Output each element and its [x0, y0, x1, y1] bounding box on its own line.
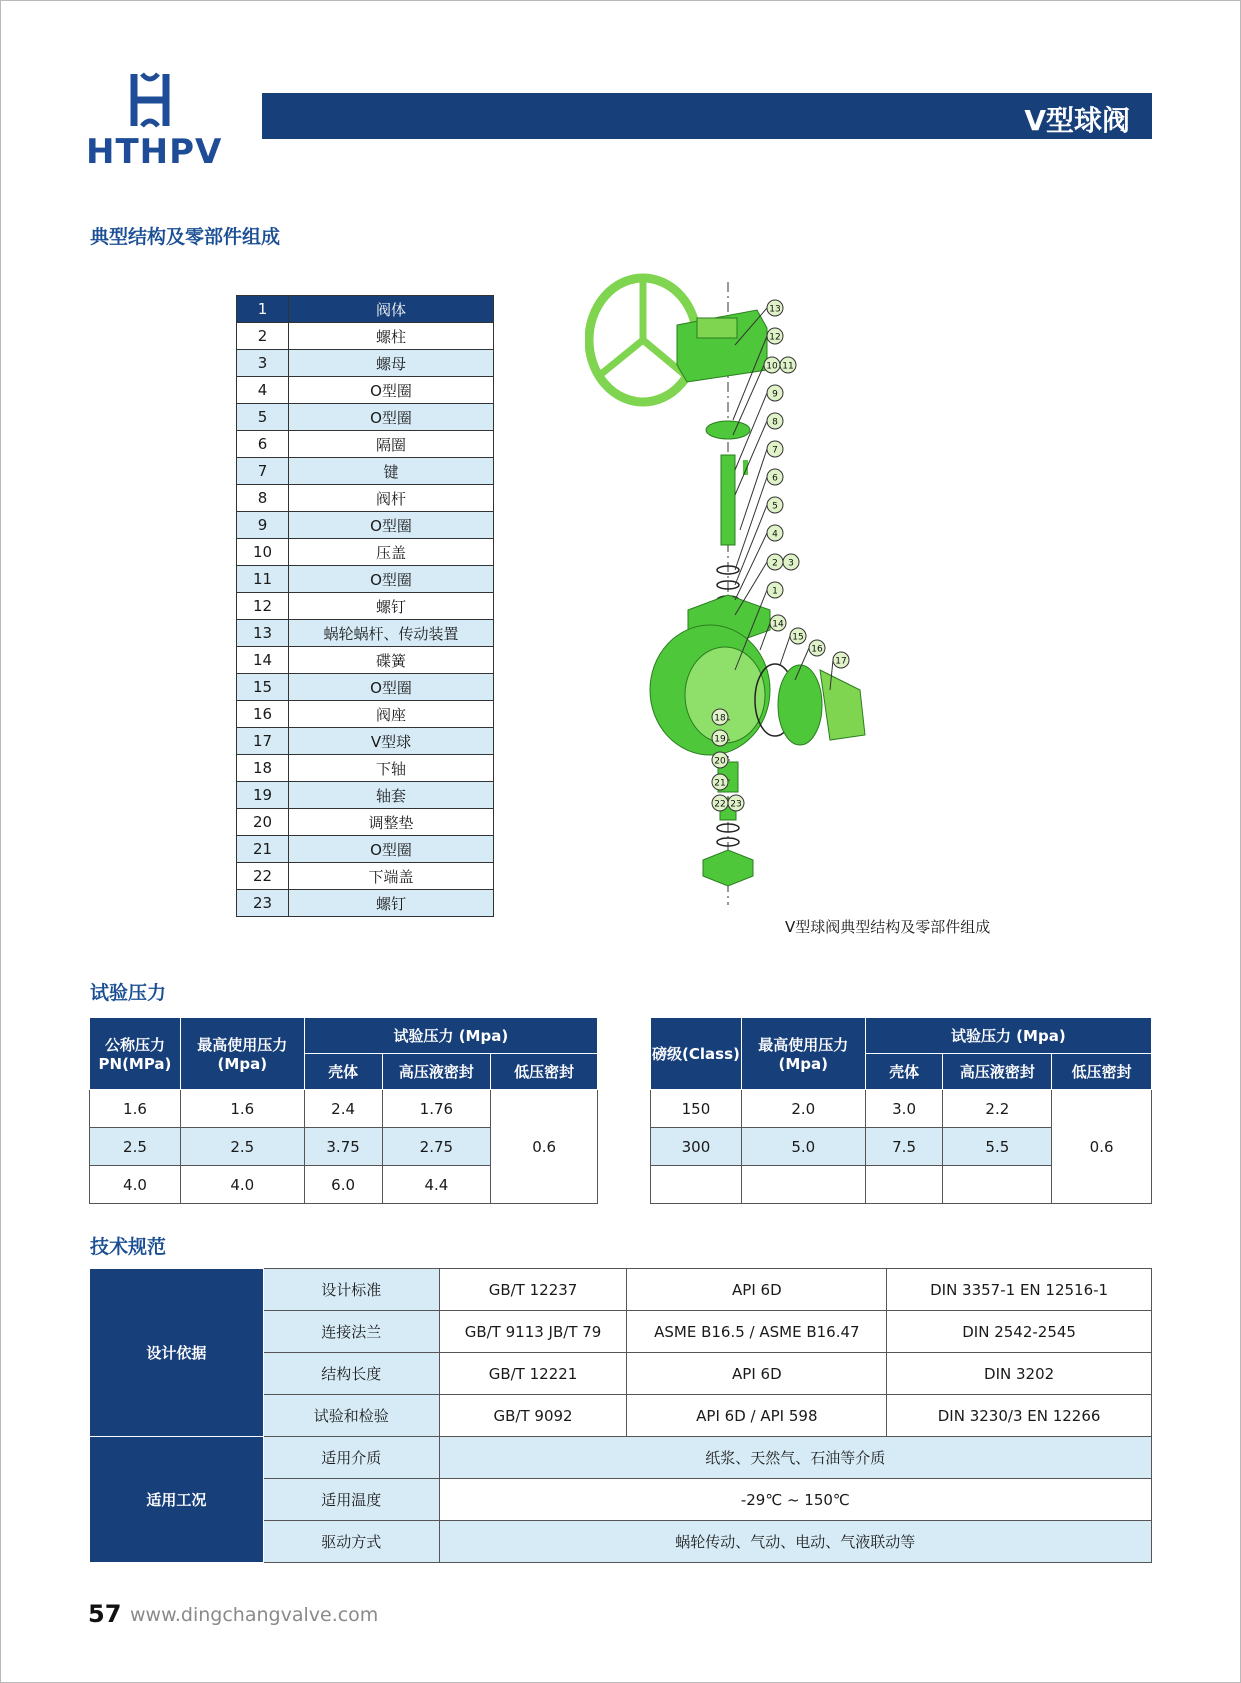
part-name: 碟簧	[289, 647, 494, 674]
parts-row	[237, 620, 494, 647]
spec-value: GB/T 12237	[439, 1269, 627, 1311]
page-title: V型球阀	[1024, 104, 1130, 137]
parts-row	[237, 485, 494, 512]
spec-label: 结构长度	[263, 1353, 439, 1395]
part-name: 螺母	[289, 350, 494, 377]
spec-label: 适用介质	[263, 1437, 439, 1479]
table-cell: 1.6	[180, 1090, 304, 1128]
class-sub-low: 低压密封	[1052, 1054, 1152, 1090]
parts-row	[237, 512, 494, 539]
callout-label: 13	[769, 304, 781, 315]
part-name: 隔圈	[289, 431, 494, 458]
part-name: 阀杆	[289, 485, 494, 512]
spec-value: -29℃ ~ 150℃	[439, 1479, 1151, 1521]
class-sub-shell: 壳体	[865, 1054, 943, 1090]
table-cell: 3.0	[865, 1090, 943, 1128]
parts-row	[237, 782, 494, 809]
callout-label: 11	[782, 361, 794, 372]
parts-row	[237, 809, 494, 836]
parts-row	[237, 701, 494, 728]
spec-group-design: 设计依据	[90, 1269, 264, 1437]
callout-leader-line	[733, 365, 764, 435]
callout-leader-line	[735, 477, 767, 570]
spec-group-conditions: 适用工况	[90, 1437, 264, 1563]
parts-row	[237, 458, 494, 485]
callout-label: 7	[772, 445, 778, 456]
logo-text: HTHPV	[86, 132, 223, 172]
spec-label: 驱动方式	[263, 1521, 439, 1563]
parts-row	[237, 377, 494, 404]
table-cell: 2.2	[943, 1090, 1052, 1128]
part-name: O型圈	[289, 377, 494, 404]
part-name: V型球	[289, 728, 494, 755]
part-number: 23	[237, 890, 289, 917]
callout-leader-line	[735, 505, 767, 585]
pressure-table-class	[650, 1017, 1152, 1204]
part-number: 1	[237, 296, 289, 323]
company-logo	[86, 70, 236, 172]
spec-value: DIN 2542-2545	[887, 1311, 1152, 1353]
table-cell: 4.0	[180, 1166, 304, 1204]
part-number: 20	[237, 809, 289, 836]
table-cell: 4.0	[90, 1166, 181, 1204]
callout-label: 5	[772, 501, 778, 512]
spec-label: 适用温度	[263, 1479, 439, 1521]
part-name: 螺钉	[289, 593, 494, 620]
spec-value: DIN 3202	[887, 1353, 1152, 1395]
table-cell: 2.5	[180, 1128, 304, 1166]
parts-row	[237, 755, 494, 782]
part-name: 轴套	[289, 782, 494, 809]
table-cell: 300	[651, 1128, 742, 1166]
pn-header-test: 试验压力 (Mpa)	[304, 1018, 597, 1054]
callout-label: 6	[772, 473, 778, 484]
callout-leader-line	[735, 533, 767, 600]
table-cell: 2.5	[90, 1128, 181, 1166]
pn-low-seal-value: 0.6	[491, 1090, 598, 1204]
part-number: 19	[237, 782, 289, 809]
part-name: O型圈	[289, 836, 494, 863]
logo-mark-icon	[124, 70, 176, 130]
parts-row	[237, 296, 494, 323]
spec-label: 设计标准	[263, 1269, 439, 1311]
table-cell: 3.75	[304, 1128, 382, 1166]
table-cell: 2.75	[382, 1128, 491, 1166]
part-number: 13	[237, 620, 289, 647]
part-name: 螺柱	[289, 323, 494, 350]
part-name: O型圈	[289, 566, 494, 593]
valve-exploded-diagram	[585, 270, 915, 910]
callout-label: 23	[730, 799, 742, 810]
part-number: 15	[237, 674, 289, 701]
spec-value: API 6D / API 598	[627, 1395, 887, 1437]
pn-header-max: 最高使用压力(Mpa)	[180, 1018, 304, 1090]
parts-row	[237, 647, 494, 674]
part-number: 4	[237, 377, 289, 404]
callout-label: 2	[772, 558, 778, 569]
spec-value: 纸浆、天然气、石油等介质	[439, 1437, 1151, 1479]
callout-label: 16	[811, 644, 823, 655]
page-number: 57	[88, 1600, 122, 1628]
spec-value: DIN 3357-1 EN 12516-1	[887, 1269, 1152, 1311]
parts-row	[237, 566, 494, 593]
part-number: 7	[237, 458, 289, 485]
parts-table	[236, 295, 494, 917]
table-cell: 6.0	[304, 1166, 382, 1204]
part-name: O型圈	[289, 404, 494, 431]
spec-value: DIN 3230/3 EN 12266	[887, 1395, 1152, 1437]
callout-label: 8	[772, 417, 778, 428]
callout-label: 10	[766, 361, 778, 372]
part-number: 17	[237, 728, 289, 755]
table-cell: 2.0	[741, 1090, 865, 1128]
spec-value: API 6D	[627, 1269, 887, 1311]
table-cell	[651, 1166, 742, 1204]
part-name: O型圈	[289, 512, 494, 539]
part-number: 3	[237, 350, 289, 377]
table-cell: 5.0	[741, 1128, 865, 1166]
table-cell: 4.4	[382, 1166, 491, 1204]
table-cell	[943, 1166, 1052, 1204]
parts-row	[237, 674, 494, 701]
part-name: 下端盖	[289, 863, 494, 890]
spec-table	[89, 1268, 1152, 1563]
title-bar	[262, 93, 1152, 139]
pn-header-nominal: 公称压力PN(MPa)	[90, 1018, 181, 1090]
spec-value: GB/T 9113 JB/T 79	[439, 1311, 627, 1353]
pn-sub-shell: 壳体	[304, 1054, 382, 1090]
part-name: 蜗轮蜗杆、传动装置	[289, 620, 494, 647]
callout-label: 21	[714, 778, 726, 789]
part-name: 阀体	[289, 296, 494, 323]
part-number: 9	[237, 512, 289, 539]
part-name: 阀座	[289, 701, 494, 728]
parts-row	[237, 404, 494, 431]
spec-label: 试验和检验	[263, 1395, 439, 1437]
part-name: 键	[289, 458, 494, 485]
part-number: 5	[237, 404, 289, 431]
parts-row	[237, 431, 494, 458]
parts-row	[237, 890, 494, 917]
part-name: 下轴	[289, 755, 494, 782]
callout-label: 15	[792, 632, 804, 643]
part-name: 螺钉	[289, 890, 494, 917]
callout-label: 1	[772, 586, 778, 597]
parts-row	[237, 350, 494, 377]
pressure-table-pn	[89, 1017, 598, 1204]
parts-row	[237, 593, 494, 620]
part-number: 6	[237, 431, 289, 458]
spec-value: ASME B16.5 / ASME B16.47	[627, 1311, 887, 1353]
pn-sub-low: 低压密封	[491, 1054, 598, 1090]
callout-label: 19	[714, 734, 726, 745]
table-cell	[741, 1166, 865, 1204]
callout-leader-line	[780, 636, 790, 665]
diagram-caption: V型球阀典型结构及零部件组成	[785, 918, 991, 936]
spec-label: 连接法兰	[263, 1311, 439, 1353]
parts-row	[237, 836, 494, 863]
part-number: 10	[237, 539, 289, 566]
part-number: 14	[237, 647, 289, 674]
part-number: 2	[237, 323, 289, 350]
callout-label: 22	[714, 799, 726, 810]
class-low-seal-value: 0.6	[1052, 1090, 1152, 1204]
part-number: 16	[237, 701, 289, 728]
table-cell: 5.5	[943, 1128, 1052, 1166]
callout-label: 12	[769, 332, 781, 343]
parts-row	[237, 323, 494, 350]
callout-label: 17	[835, 656, 847, 667]
pn-sub-high: 高压液密封	[382, 1054, 491, 1090]
parts-row	[237, 728, 494, 755]
parts-row	[237, 539, 494, 566]
section-title-structure: 典型结构及零部件组成	[90, 226, 281, 248]
part-name: 调整垫	[289, 809, 494, 836]
callout-label: 20	[714, 756, 726, 767]
section-title-pressure: 试验压力	[90, 982, 167, 1004]
callout-label: 9	[772, 389, 778, 400]
table-cell: 7.5	[865, 1128, 943, 1166]
part-number: 18	[237, 755, 289, 782]
table-cell: 2.4	[304, 1090, 382, 1128]
class-header-test: 试验压力 (Mpa)	[865, 1018, 1151, 1054]
spec-value: 蜗轮传动、气动、电动、气液联动等	[439, 1521, 1151, 1563]
callout-label: 14	[772, 619, 784, 630]
part-number: 8	[237, 485, 289, 512]
spec-value: GB/T 12221	[439, 1353, 627, 1395]
section-title-spec: 技术规范	[90, 1236, 167, 1258]
table-cell: 150	[651, 1090, 742, 1128]
callout-label: 3	[788, 558, 794, 569]
spec-value: API 6D	[627, 1353, 887, 1395]
part-number: 12	[237, 593, 289, 620]
website-link[interactable]: www.dingchangvalve.com	[130, 1604, 379, 1626]
parts-row	[237, 863, 494, 890]
table-cell: 1.6	[90, 1090, 181, 1128]
class-sub-high: 高压液密封	[943, 1054, 1052, 1090]
table-cell: 1.76	[382, 1090, 491, 1128]
part-number: 11	[237, 566, 289, 593]
part-name: O型圈	[289, 674, 494, 701]
class-header-class: 磅级(Class)	[651, 1018, 742, 1090]
spec-value: GB/T 9092	[439, 1395, 627, 1437]
part-number: 21	[237, 836, 289, 863]
class-header-max: 最高使用压力(Mpa)	[741, 1018, 865, 1090]
callout-label: 4	[772, 529, 778, 540]
table-cell	[865, 1166, 943, 1204]
callout-label: 18	[714, 713, 726, 724]
part-name: 压盖	[289, 539, 494, 566]
part-number: 22	[237, 863, 289, 890]
